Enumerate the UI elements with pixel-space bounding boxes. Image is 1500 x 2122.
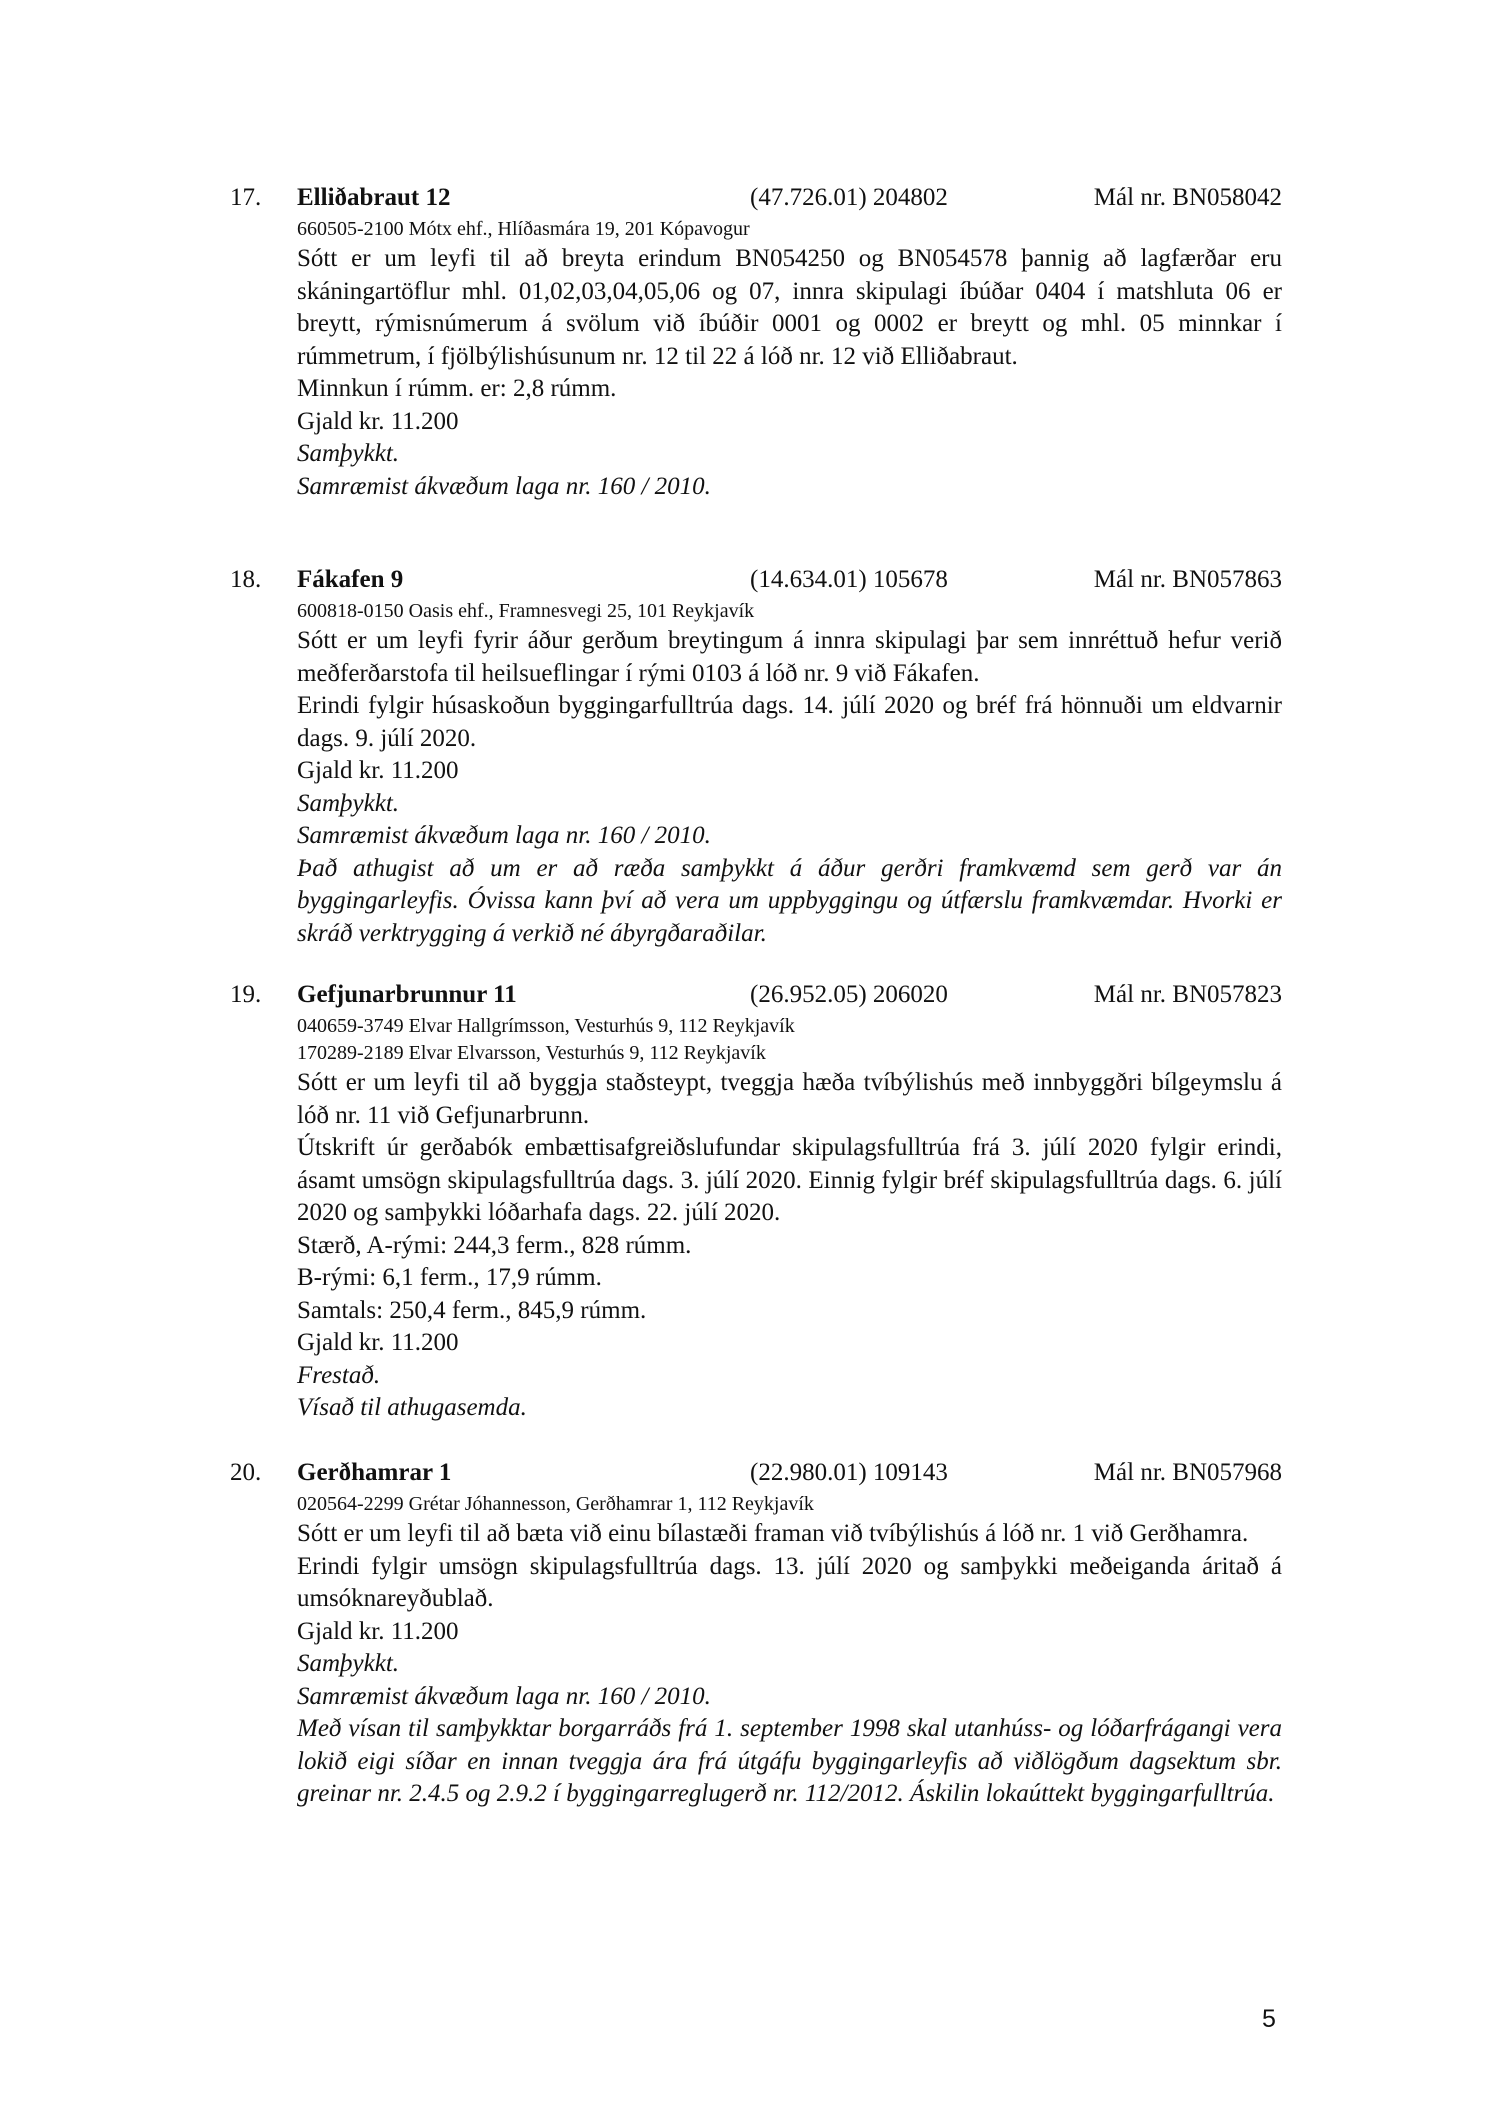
decision-note: Með vísan til samþykktar borgarráðs frá 1. september 1998 skal utanhúss- og lóðarfrágangi vera lokið eigi síðar en innan tveggja ára frá útgáfu byggingarleyfis að viðlögðum dagsektum sbr. greinar nr. 2.4.5 og 2.9.2 í byggingarreglugerð nr. 112/2012. Áskilin lokaúttekt byggingarfulltrúa. — [297, 1715, 1282, 1807]
description-paragraph: Sótt er um leyfi til að byggja staðsteypt, tveggja hæða tvíbýlishús með innbyggðri bílgeymslu á lóð nr. 11 við Gefjunarbrunn. — [297, 1069, 1282, 1129]
case-body — [297, 1013, 1282, 1425]
decision-note: Það athugist að um er að ræða samþykkt á áður gerðri framkvæmd sem gerð var án byggingarleyfis. Óvissa kann því að vera um uppbyggingu og útfærslu framkvæmdar. Hvorki er skráð verktrygging á verkið né ábyrgðaraðilar. — [297, 854, 1282, 947]
description-paragraph: Erindi fylgir umsögn skipulagsfulltrúa dags. 13. júlí 2020 og samþykki meðeiganda áritað á umsóknareyðublað. — [297, 1552, 1282, 1612]
case-title: Elliðabraut 12 — [297, 184, 451, 211]
decision: Samþykkt. — [297, 1650, 400, 1677]
case-18 — [230, 562, 1282, 950]
description-paragraph: Erindi fylgir húsaskoðun byggingarfulltrúa dags. 14. júlí 2020 og bréf frá hönnuði um eldvarnir dags. 9. júlí 2020. — [297, 692, 1282, 752]
fee: Gjald kr. 11.200 — [297, 1329, 459, 1356]
case-number: 18. — [230, 566, 262, 593]
decision: Samþykkt. — [297, 789, 400, 817]
case-20 — [230, 1455, 1282, 1811]
case-reference: (14.634.01) 105678 — [750, 566, 948, 593]
description-paragraph: Sótt er um leyfi til að breyta erindum BN054250 og BN054578 þannig að lagfærðar eru skáningartöflur mhl. 01,02,03,04,05,06 og 07, innra skipulagi íbúðar 0404 í matshluta 06 er breytt, rýmisnúmerum á svölum við íbúðir 0001 og 0002 er breytt og mhl. 05 minnkar í rúmmetrum, í fjölbýlishúsunum nr. 12 til 22 á lóð nr. 12 við Elliðabraut. — [297, 245, 1282, 370]
case-header — [230, 562, 1282, 598]
case-header — [230, 977, 1282, 1013]
case-body — [297, 1491, 1282, 1811]
case-number-ref: Mál nr. BN058042 — [1093, 184, 1282, 211]
applicant: 600818-0150 Oasis ehf., Framnesvegi 25, 101 Reykjavík — [297, 600, 755, 622]
applicant: 020564-2299 Grétar Jóhannesson, Gerðhamrar 1, 112 Reykjavík — [297, 1493, 814, 1515]
case-number: 19. — [230, 981, 262, 1008]
case-number-ref: Mál nr. BN057823 — [1093, 981, 1282, 1008]
case-title: Gerðhamrar 1 — [297, 1459, 452, 1486]
size-line: Samtals: 250,4 ferm., 845,9 rúmm. — [297, 1296, 647, 1324]
applicant: 660505-2100 Mótx ehf., Hlíðasmára 19, 201 Kópavogur — [297, 218, 750, 240]
fee: Gjald kr. 11.200 — [297, 407, 459, 435]
applicant: 040659-3749 Elvar Hallgrímsson, Vesturhús 9, 112 Reykjavík — [297, 1015, 795, 1037]
size-line: B-rými: 6,1 ferm., 17,9 rúmm. — [297, 1264, 602, 1291]
case-reference: (47.726.01) 204802 — [750, 184, 948, 211]
case-17 — [230, 180, 1282, 503]
case-body — [297, 216, 1282, 503]
decision: Frestað. — [297, 1361, 381, 1389]
case-number: 17. — [230, 184, 262, 211]
case-number-ref: Mál nr. BN057863 — [1093, 566, 1282, 593]
description-paragraph: Minnkun í rúmm. er: 2,8 rúmm. — [297, 375, 617, 402]
decision: Samræmist ákvæðum laga nr. 160 / 2010. — [297, 472, 711, 500]
page-number: 5 — [1262, 2005, 1276, 2033]
case-header — [230, 1455, 1282, 1491]
decision: Samþykkt. — [297, 440, 400, 467]
decision: Samræmist ákvæðum laga nr. 160 / 2010. — [297, 1682, 711, 1710]
size-line: Stærð, A-rými: 244,3 ferm., 828 rúmm. — [297, 1231, 692, 1259]
description-paragraph: Sótt er um leyfi til að bæta við einu bílastæði framan við tvíbýlishús á lóð nr. 1 við Gerðhamra. — [297, 1520, 1249, 1547]
case-body — [297, 598, 1282, 950]
case-reference: (26.952.05) 206020 — [750, 981, 948, 1008]
case-title: Fákafen 9 — [297, 566, 404, 593]
case-number-ref: Mál nr. BN057968 — [1093, 1459, 1282, 1486]
applicant: 170289-2189 Elvar Elvarsson, Vesturhús 9, 112 Reykjavík — [297, 1042, 766, 1064]
fee: Gjald kr. 11.200 — [297, 1617, 459, 1645]
decision: Samræmist ákvæðum laga nr. 160 / 2010. — [297, 822, 711, 849]
case-19 — [230, 977, 1282, 1425]
decision: Vísað til athugasemda. — [297, 1394, 527, 1421]
case-header — [230, 180, 1282, 216]
case-reference: (22.980.01) 109143 — [750, 1459, 948, 1486]
fee: Gjald kr. 11.200 — [297, 757, 459, 784]
case-title: Gefjunarbrunnur 11 — [297, 981, 517, 1008]
description-paragraph: Útskrift úr gerðabók embættisafgreiðslufundar skipulagsfulltrúa frá 3. júlí 2020 fylgir erindi, ásamt umsögn skipulagsfulltrúa dags. 3. júlí 2020. Einnig fylgir bréf skipulagsfulltrúa dags. 6. júlí 2020 og samþykki lóðarhafa dags. 22. júlí 2020. — [297, 1134, 1282, 1226]
case-number: 20. — [230, 1459, 262, 1486]
description-paragraph: Sótt er um leyfi fyrir áður gerðum breytingum á innra skipulagi þar sem innréttuð hefur verið meðferðarstofa til heilsueflingar í rými 0103 á lóð nr. 9 við Fákafen. — [297, 627, 1282, 687]
